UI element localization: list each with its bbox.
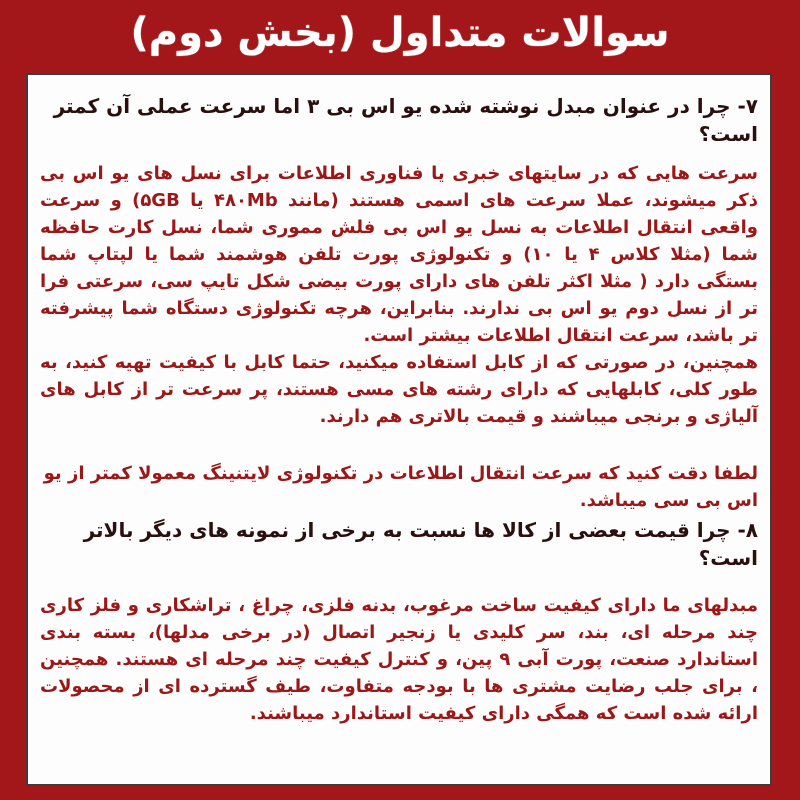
faq-panel xyxy=(26,73,772,786)
question-7: ۷- چرا در عنوان مبدل نوشته شده یو اس بی ۳ اما سرعت عملی آن کمتر است؟ xyxy=(53,94,758,146)
page-title: سوالات متداول (بخش دوم) xyxy=(130,10,670,56)
answer-8-paragraph: مبدلهای ما دارای کیفیت ساخت مرغوب، بدنه فلزی، چراغ ، تراشکاری و فلز کاری چند مرحله ای، بند، سر کلیدی یا زنجیر اتصال (در برخی مدلها)، بسته بندی استاندارد صنعت، پورت آبی ۹ پین، و کنترل کیفیت چند مرحله ای هستند. همچنین ، برای جلب رضایت مشتری ها با بودجه متفاوت، طیف گسترده ای از محصولات ارائه شده است که همگی دارای کیفیت استاندارد میباشند. xyxy=(40,595,758,724)
question-8: ۸- چرا قیمت بعضی از کالا ها نسبت به برخی از نمونه های دیگر بالاتر است؟ xyxy=(83,518,758,570)
answer-7-note: لطفا دقت کنید که سرعت انتقال اطلاعات در تکنولوژی لایتنینگ معمولا کمتر از یو اس بی سی میباشد. xyxy=(43,463,758,511)
answer-7-paragraph-1: سرعت هایی که در سایتهای خبری یا فناوری اطلاعات برای نسل های یو اس بی ذکر میشوند، عملا سرعت های اسمی هستند (مانند ۴۸۰Mb یا ۵GB) و سرعت واقعی انتقال اطلاعات به نسل یو اس بی فلش مموری شما، نسل کارت حافظه شما (مثلا کلاس ۴ یا ۱۰) و تکنولوژی پورت تلفن هوشمند شما یا لپتاپ شما بستگی دارد ( مثلا اکثر تلفن های دارای پورت بیضی شکل تایپ سی، سرعتی فرا تر از نسل دوم یو اس بی ندارند. بنابراین، هرچه تکنولوژی دستگاه شما پیشرفته تر باشد، سرعت انتقال اطلاعات بیشتر است. xyxy=(40,163,759,346)
answer-7-paragraph-2: همچنین، در صورتی که از کابل استفاده میکنید، حتما کابل با کیفیت تهیه کنید، به طور کلی، کابلهایی که دارای رشته های مسی هستند، پر سرعت تر از کابل های آلیاژی و برنجی میباشند و قیمت بالاتری هم دارند. xyxy=(40,352,758,427)
